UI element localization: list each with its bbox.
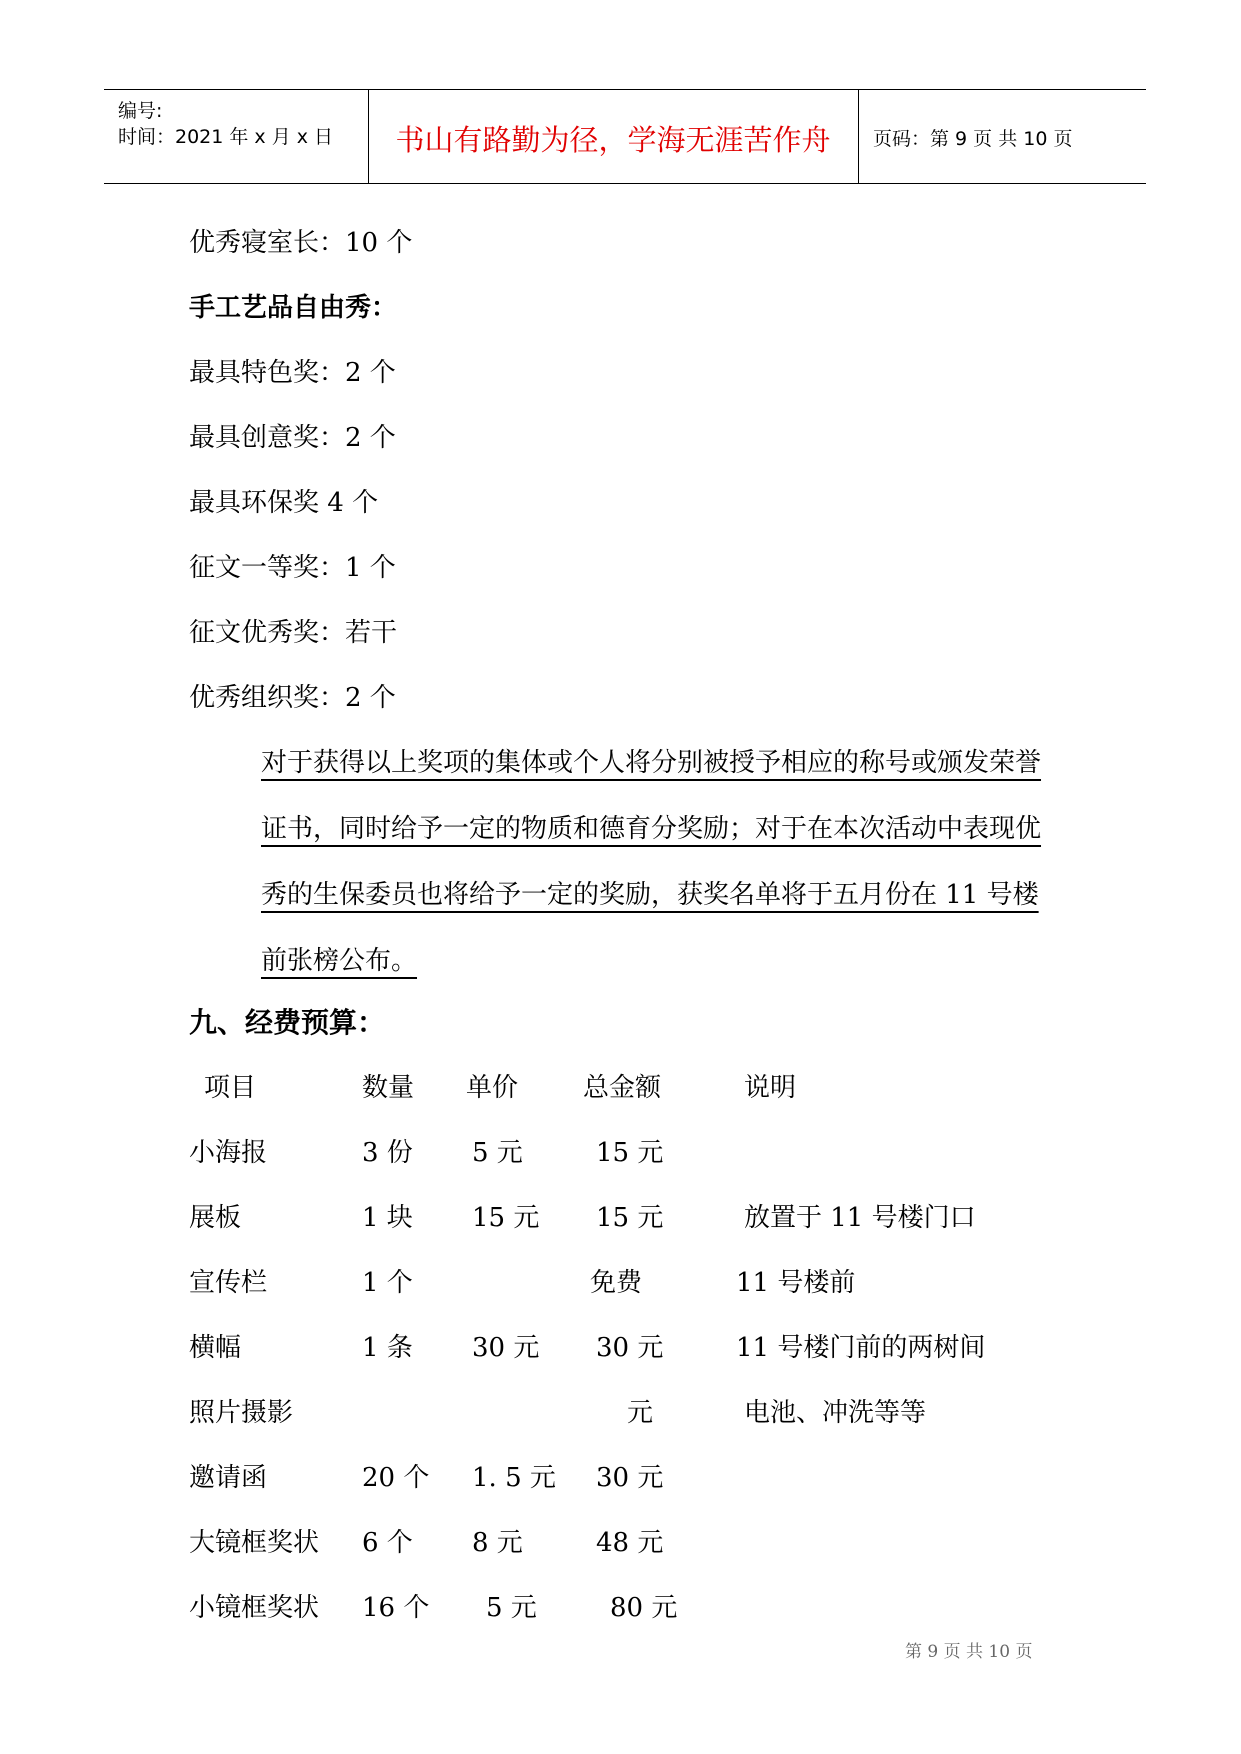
motto: 书山有路勤为径，学海无涯苦作舟	[395, 123, 831, 157]
award-item: 优秀组织奖：2 个	[189, 683, 396, 713]
table-cell: 11 号楼门前的两树间	[736, 1333, 986, 1363]
header-left-cell	[104, 90, 369, 183]
award-item: 最具创意奖：2 个	[189, 423, 396, 453]
table-cell: 宣传栏	[189, 1268, 268, 1298]
table-cell: 8 元	[472, 1528, 523, 1558]
table-cell: 30 元	[472, 1333, 540, 1363]
col-header-item: 项目	[204, 1073, 257, 1103]
award-item: 征文优秀奖：若干	[189, 618, 398, 648]
col-header-qty: 数量	[362, 1073, 415, 1103]
table-cell: 邀请函	[189, 1463, 268, 1493]
table-cell: 元	[627, 1398, 654, 1428]
table-cell: 电池、冲洗等等	[744, 1398, 927, 1428]
serial-label: 编号:	[118, 100, 163, 122]
table-cell: 大镜框奖状	[189, 1528, 320, 1558]
time-label: 时间：2021 年 x 月 x 日	[118, 126, 334, 148]
table-cell: 小海报	[189, 1138, 268, 1168]
table-cell: 20 个	[362, 1463, 430, 1493]
table-cell: 1 个	[362, 1268, 413, 1298]
table-cell: 展板	[189, 1203, 242, 1233]
header-motto-cell	[368, 90, 859, 183]
col-header-total: 总金额	[583, 1073, 662, 1103]
award-paragraph-text: 对于获得以上奖项的集体或个人将分别被授予相应的称号或颁发荣誉证书，同时给予一定的物质和德育分奖励；对于在本次活动中表现优秀的生保委员也将给予一定的奖励，获奖名单将于五月份在 11 号楼前张榜公布。	[261, 748, 1042, 976]
award-dorm-leader: 优秀寝室长：10 个	[189, 228, 413, 258]
table-cell: 30 元	[596, 1463, 664, 1493]
table-cell: 15 元	[472, 1203, 540, 1233]
award-item: 最具环保奖 4 个	[189, 488, 379, 518]
table-cell: 3 份	[362, 1138, 413, 1168]
table-cell: 80 元	[610, 1593, 678, 1623]
award-paragraph	[189, 730, 1059, 994]
table-cell: 5 元	[486, 1593, 537, 1623]
table-cell: 15 元	[596, 1138, 664, 1168]
award-item: 征文一等奖：1 个	[189, 553, 396, 583]
page-header	[104, 89, 1146, 184]
table-cell: 1 块	[362, 1203, 413, 1233]
page-info: 页码：第 9 页 共 10 页	[873, 128, 1073, 150]
table-cell: 48 元	[596, 1528, 664, 1558]
table-cell: 5 元	[472, 1138, 523, 1168]
header-right-cell	[859, 90, 1146, 183]
table-cell: 30 元	[596, 1333, 664, 1363]
table-cell: 免费	[590, 1268, 643, 1298]
table-cell: 放置于 11 号楼门口	[744, 1203, 976, 1233]
table-cell: 1. 5 元	[472, 1463, 556, 1493]
table-cell: 照片摄影	[189, 1398, 294, 1428]
table-cell: 横幅	[189, 1333, 242, 1363]
table-cell: 11 号楼前	[736, 1268, 856, 1298]
table-cell: 1 条	[362, 1333, 413, 1363]
col-header-unit-price: 单价	[466, 1073, 519, 1103]
table-cell: 6 个	[362, 1528, 413, 1558]
budget-heading: 九、经费预算：	[189, 1006, 386, 1039]
craft-heading: 手工艺品自由秀：	[189, 293, 398, 323]
award-item: 最具特色奖：2 个	[189, 358, 396, 388]
table-cell: 15 元	[596, 1203, 664, 1233]
page-footer: 第 9 页 共 10 页	[905, 1642, 1033, 1662]
col-header-note: 说明	[744, 1073, 797, 1103]
table-cell: 16 个	[362, 1593, 430, 1623]
table-cell: 小镜框奖状	[189, 1593, 320, 1623]
